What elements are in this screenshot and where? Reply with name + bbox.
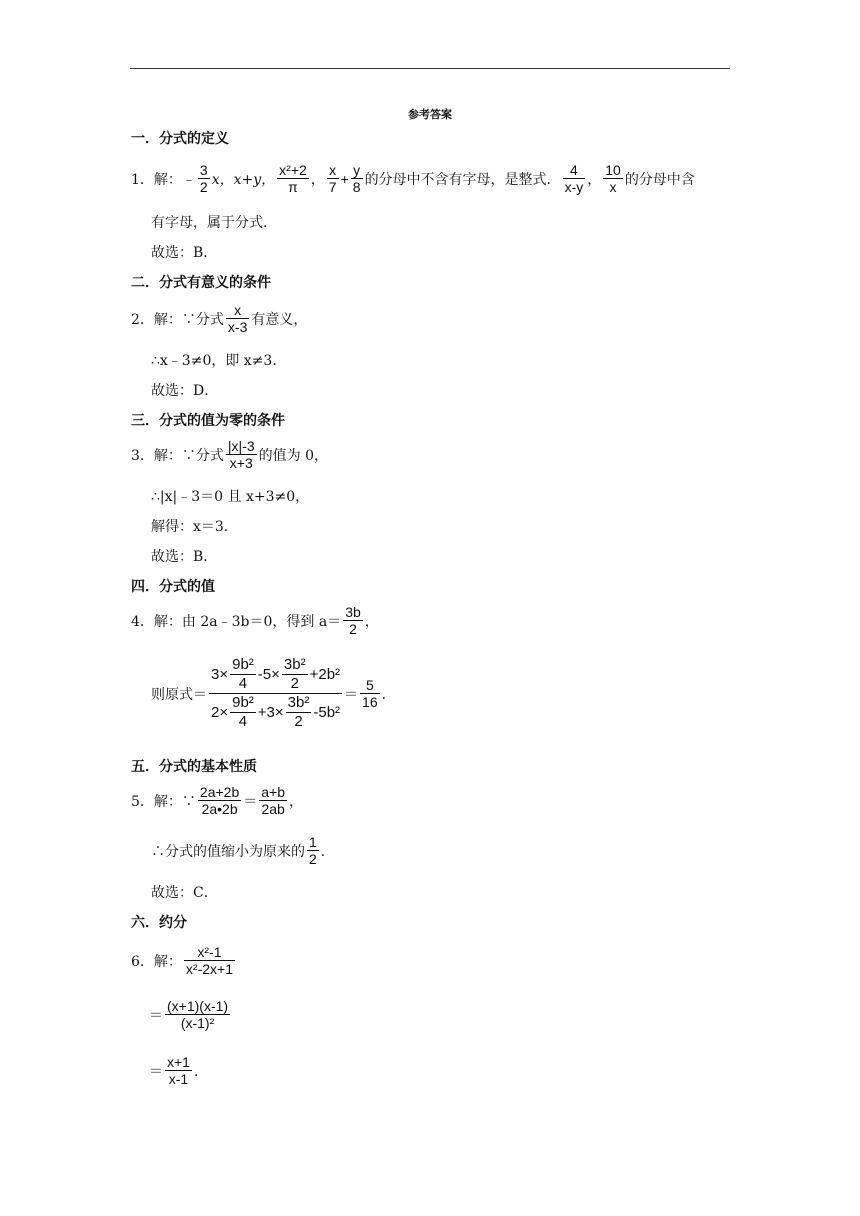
q2-line1 (131, 302, 307, 335)
q6-fraction-3: $\frac{x+1}{x-1}$ (167, 1054, 190, 1087)
q1-lead: 1．解： (131, 171, 182, 188)
q1-fraction-3: $\frac{x}{7}$ (328, 162, 337, 195)
q1-fraction-6: $\frac{10}{x}$ (605, 162, 621, 195)
section-heading-5: 五．分式的基本性质 (131, 759, 257, 775)
header-rule (130, 68, 730, 69)
q1-fraction-5: $\frac{4}{x-y}$ (564, 162, 584, 195)
q1-fraction-4: $\frac{y}{8}$ (352, 162, 361, 195)
q3-text: 的值为 0， (258, 447, 329, 464)
q1-line1 (131, 162, 695, 195)
q1-text: + (340, 170, 349, 187)
q1-fraction-2: $\frac{\text{x²+2}}{\pi}$ (279, 162, 307, 195)
q1-answer: 故选：B． (151, 245, 218, 261)
q4-end: ． (381, 686, 396, 703)
q4-lead: 4．解：由 2a﹣3b＝0，得到 a＝ (131, 613, 342, 630)
q6-fraction-2: $\frac{(x+1)(x-1)}{\text{(x-1)²}}$ (167, 998, 229, 1031)
q5-lead: 5．解：∵ (131, 793, 196, 810)
q5-text: ． (320, 843, 335, 860)
q5-line2 (151, 834, 335, 867)
q4-line2 (151, 656, 396, 731)
section-heading-2: 二．分式有意义的条件 (131, 275, 271, 291)
q4-line1 (131, 604, 379, 637)
q5-answer: 故选：C． (151, 885, 218, 901)
section-heading-4: 四．分式的值 (131, 579, 215, 595)
q2-text: 有意义， (251, 311, 308, 328)
q4-lead-2: 则原式＝ (151, 686, 207, 703)
section-heading-3: 三．分式的值为零的条件 (131, 413, 285, 429)
q3-fraction: $\frac{|x|-3}{x+3}$ (227, 438, 255, 471)
q1-fraction-1: $\frac{3}{2}$ (199, 162, 208, 195)
section-heading-1: 一．分式的定义 (131, 131, 229, 147)
q4-result-fraction: $\frac{5}{16}$ (362, 677, 378, 710)
q2-lead: 2．解：∵分式 (131, 311, 224, 328)
q6-end: ． (193, 1063, 208, 1080)
q2-answer: 故选：D． (151, 383, 219, 399)
q5-equals: ＝ (243, 793, 258, 810)
q6-fraction-1: $\frac{\text{x²-1}}{\text{x²-2x+1}}$ (185, 944, 233, 977)
q1-text: ， (310, 171, 325, 188)
q6-equals: ＝ (149, 1063, 163, 1080)
q5-half-fraction: $\frac{1}{2}$ (309, 834, 317, 867)
q5-fraction-2: $\frac{a+b}{2ab}$ (261, 784, 285, 817)
q1-text: ， (587, 171, 602, 188)
q6-equals: ＝ (149, 1007, 163, 1024)
q1-text: 的分母中含 (624, 171, 695, 188)
q3-lead: 3．解：∵分式 (131, 447, 224, 464)
q1-text: 的分母中不含有字母，是整式． (364, 171, 561, 188)
page-title: 参考答案 (408, 108, 452, 121)
q3-line3: 解得：x＝3． (151, 519, 238, 535)
q1-text: ﹣ (181, 171, 196, 188)
q2-line2: ∴x﹣3≠0，即 x≠3． (151, 353, 287, 369)
q5-line1 (131, 784, 303, 817)
q4-fraction: $\frac{3b}{2}$ (345, 604, 361, 637)
q3-answer: 故选：B． (151, 549, 218, 565)
q4-text: ， (364, 613, 379, 630)
q4-complex-fraction: 3× $\frac{\text{9b²}}{4}$ -5× $\frac{\text{3b²}}{2}$ +2b² 2× $\frac{\text{9b²}}{4}$ +3× $\frac{\text{3b²}}{2}$ -5b² (211, 656, 341, 730)
q2-fraction: $\frac{x}{x-3}$ (227, 302, 248, 335)
q6-line1 (131, 944, 237, 977)
q3-line2: ∴|x|﹣3＝0 且 x+3≠0， (151, 489, 310, 505)
q3-line1 (131, 438, 328, 471)
q1-line2: 有字母，属于分式． (151, 215, 277, 231)
q5-text: ， (289, 793, 303, 810)
q4-equals: ＝ (344, 686, 359, 703)
q6-line3 (149, 1054, 208, 1087)
q5-text: ∴分式的值缩小为原来的 (151, 843, 305, 860)
q5-fraction-1: $\frac{2a+2b}{2a•2b}$ (199, 784, 240, 817)
q6-line2 (149, 998, 232, 1031)
q6-lead: 6．解： (131, 953, 182, 970)
section-heading-6: 六．约分 (131, 915, 187, 931)
q1-text: x，x+y， (211, 171, 276, 188)
